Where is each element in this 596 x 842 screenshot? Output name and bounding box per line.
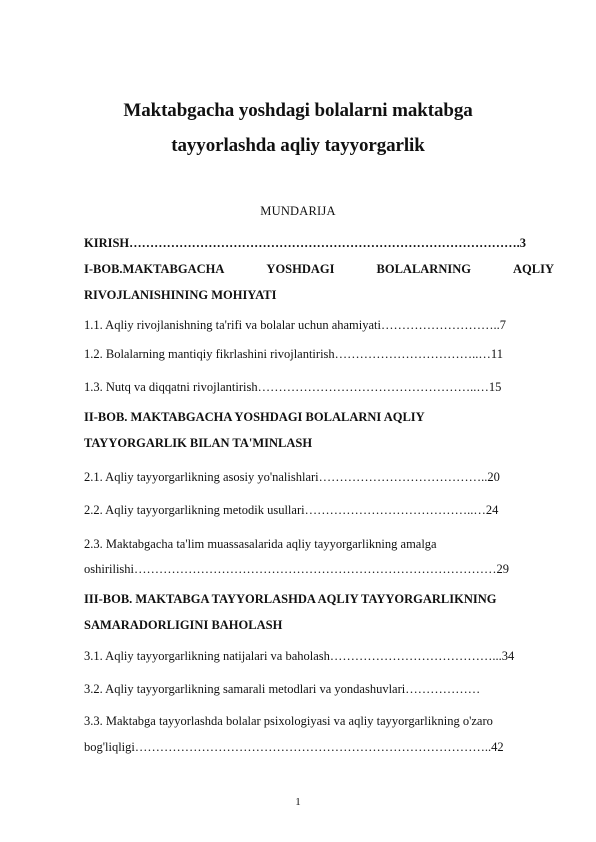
page-number: 1 [295, 796, 301, 808]
toc-chapter-1-word-3: BOLALARNING [376, 262, 471, 276]
toc-entry-3-3-line-1: 3.3. Maktabga tayyorlashda bolalar psixologiyasi va aqliy tayyorgarlikning o'zaro [84, 714, 493, 728]
toc-chapter-2-line-2: TAYYORGARLIK BILAN TA'MINLASH [84, 436, 313, 450]
toc-entry-2-3-line-1: 2.3. Maktabgacha ta'lim muassasalarida aqliy tayyorgarlikning amalga [84, 537, 437, 551]
toc-heading: MUNDARIJA [260, 204, 336, 218]
toc-entry-3-2: 3.2. Aqliy tayyorgarlikning samarali metodlari va yondashuvlari……………… [84, 682, 481, 696]
toc-chapter-1-word-4: AQLIY [513, 262, 554, 276]
toc-entry-3-1: 3.1. Aqliy tayyorgarlikning natijalari va baholash…………………………………...34 [84, 649, 515, 663]
toc-entry-1-1: 1.1. Aqliy rivojlanishning ta'rifi va bolalar uchun ahamiyati………………………..7 [84, 318, 506, 332]
toc-entry-1-3: 1.3. Nutq va diqqatni rivojlantirish……………………………………………..…15 [84, 380, 502, 394]
toc-chapter-1-line-2: RIVOJLANISHINING MOHIYATI [84, 288, 277, 302]
toc-entry-2-3-line-2: oshirilishi……………………………………………………………………………29 [84, 562, 510, 576]
toc-entry-2-2: 2.2. Aqliy tayyorgarlikning metodik usullari…………………………………..…24 [84, 503, 499, 517]
document-title-line-2: tayyorlashda aqliy tayyorgarlik [171, 135, 425, 156]
document-title-line-1: Maktabgacha yoshdagi bolalarni maktabga [123, 100, 473, 121]
toc-chapter-1-line-1 [84, 260, 554, 278]
toc-chapter-1-word-2: YOSHDAGI [266, 262, 335, 276]
toc-chapter-3-line-1: III-BOB. MAKTABGA TAYYORLASHDA AQLIY TAYYORGARLIKNING [84, 592, 497, 606]
toc-entry-kirish: KIRISH………………………………………………………………………………….3 [84, 236, 527, 250]
toc-entry-3-3-line-2: bog'liqligi…………………………………………………………………………..42 [84, 740, 504, 754]
toc-entry-1-2: 1.2. Bolalarning mantiqiy fikrlashini rivojlantirish……………………………..…11 [84, 347, 503, 361]
toc-chapter-3-line-2: SAMARADORLIGINI BAHOLASH [84, 618, 283, 632]
toc-chapter-2-line-1: II-BOB. MAKTABGACHA YOSHDAGI BOLALARNI AQLIY [84, 410, 425, 424]
toc-entry-2-1: 2.1. Aqliy tayyorgarlikning asosiy yo'nalishlari…………………………………..20 [84, 470, 500, 484]
toc-chapter-1-word-1: I-BOB.MAKTABGACHA [84, 262, 225, 276]
